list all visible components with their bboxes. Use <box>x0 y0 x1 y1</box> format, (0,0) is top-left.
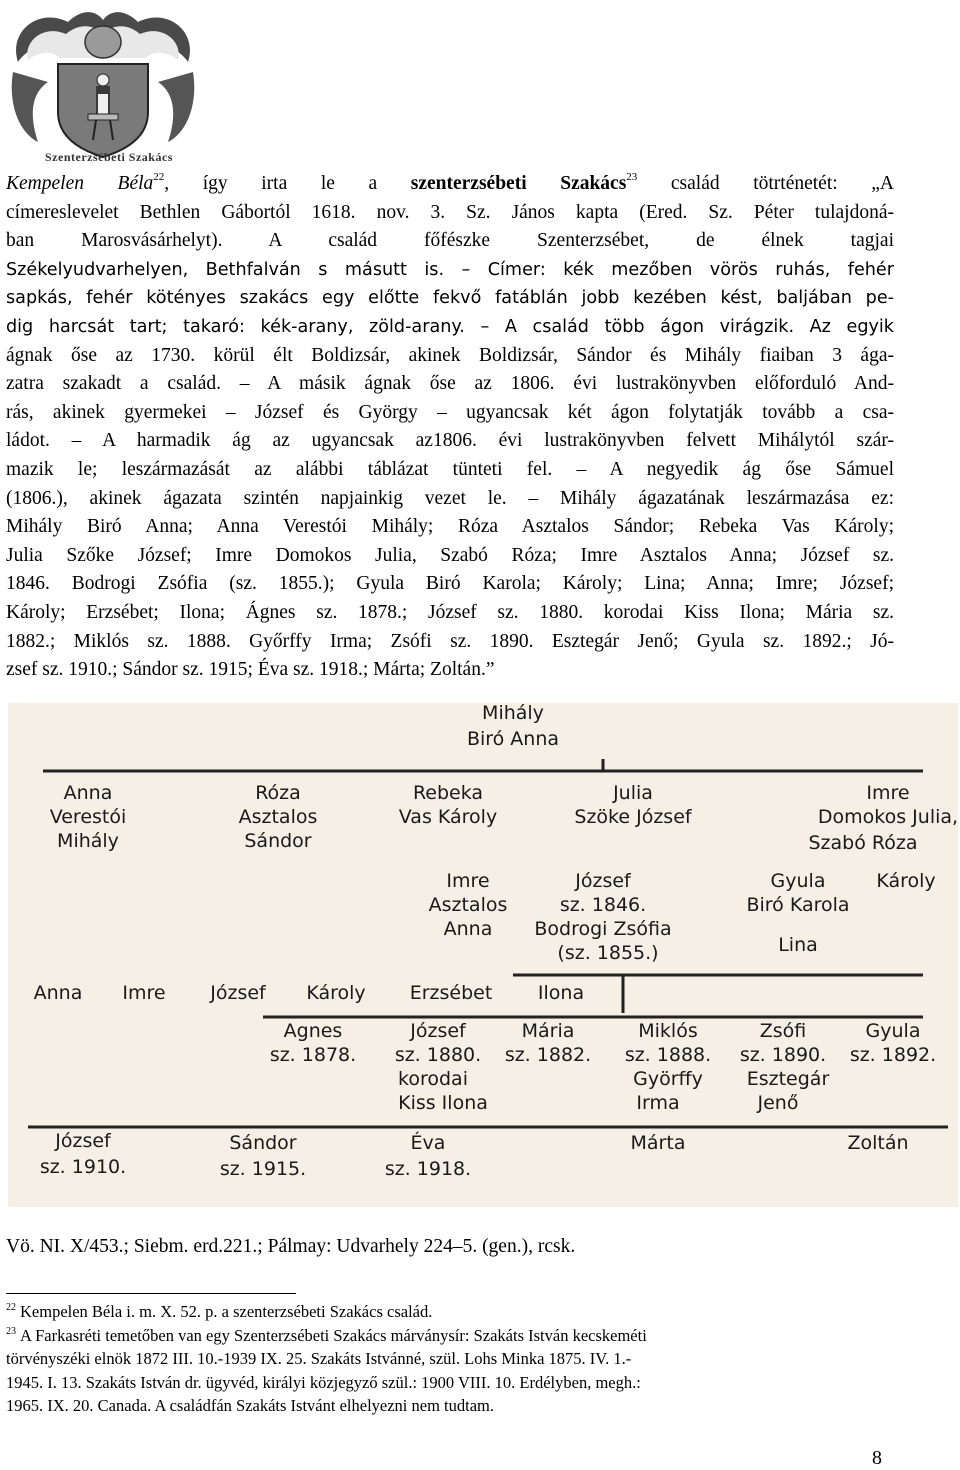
body-line: Székelyudvarhelyen, Bethfalván s másutt is. – Címer: kék mezőben vörös ruhás, fehér <box>6 259 894 280</box>
tree-label: sz. 1892. <box>849 1044 937 1066</box>
tree-label: Szabó Róza <box>808 832 918 854</box>
tree-label: Gyula <box>770 870 826 892</box>
tree-label: Erzsébet <box>409 982 493 1004</box>
tree-label: Esztegár <box>746 1068 830 1090</box>
body-line: zatra szakadt a család. – A másik ágnak őse az 1806. évi lustrakönyvben előforduló And- <box>6 373 894 395</box>
footnote-rule <box>6 1293 296 1294</box>
tree-label: sz. 1878. <box>269 1044 357 1066</box>
body-line: mazik le; leszármazását az alábbi táblázat tünteti fel. – A negyedik ág őse Sámuel <box>6 458 894 480</box>
author-name: Kempelen Béla <box>6 173 154 194</box>
tree-label: Lina <box>778 934 818 956</box>
footnote-ref: 22 <box>153 171 165 183</box>
tree-label: József <box>575 870 631 892</box>
tree-label: Mihály <box>57 830 119 852</box>
footnote <box>6 1324 894 1348</box>
body-line: 1846. Bodrogi Zsófia (sz. 1855.); Gyula Biró Karola; Károly; Lina; Anna; Imre; József; <box>6 573 894 595</box>
tree-label: korodai <box>398 1068 468 1090</box>
tree-label: Ilona <box>537 982 585 1004</box>
tree-label: Irma <box>636 1092 680 1114</box>
tree-label: sz. 1890. <box>739 1044 827 1066</box>
references: Vö. NI. X/453.; Siebm. erd.221.; Pálmay: Udvarhely 224–5. (gen.), rcsk. <box>6 1236 576 1257</box>
body-text-span: család tötrténetét: „A <box>670 173 894 194</box>
footnotes <box>6 1300 894 1418</box>
tree-label: Márta <box>630 1132 686 1154</box>
footnote-ref: 23 <box>626 171 638 183</box>
body-line: Mihály Biró Anna; Anna Verestói Mihály; Róza Asztalos Sándor; Rebeka Vas Károly; <box>6 516 894 538</box>
tree-label: Zoltán <box>847 1132 909 1154</box>
footnote-line: törvényszéki elnök 1872 III. 10.-1939 IX. 25. Szakáts Istvánné, szül. Lohs Minka 1875. IV. 1.- <box>6 1349 632 1368</box>
tree-label: (sz. 1855.) <box>557 942 659 964</box>
tree-label: Verestói <box>49 806 127 828</box>
coat-of-arms-image <box>8 2 198 170</box>
tree-label: sz. 1888. <box>624 1044 712 1066</box>
tree-label: Miklós <box>638 1020 698 1042</box>
tree-label: Anna <box>33 982 83 1004</box>
footnote-text: Kempelen Béla i. m. X. 52. p. a szenterzsébeti Szakács család. <box>20 1302 433 1321</box>
family-tree <box>8 703 958 1207</box>
tree-label: Anna <box>443 918 493 940</box>
tree-label: sz. 1882. <box>504 1044 592 1066</box>
tree-label: Rebeka <box>412 782 484 804</box>
tree-label: Anna <box>63 782 113 804</box>
tree-label: sz. 1915. <box>219 1158 307 1180</box>
tree-label: Mihály <box>482 703 544 724</box>
body-line: Julia Szőke József; Imre Domokos Julia, Szabó Róza; Imre Asztalos Anna; József sz. <box>6 544 894 566</box>
body-line: Károly; Erzsébet; Ilona; Ágnes sz. 1878.; József sz. 1880. korodai Kiss Ilona; Mária sz. <box>6 601 894 623</box>
tree-label: Asztalos <box>238 806 318 828</box>
body-line: sapkás, fehér kötényes szakács egy előtte fekvő fatáblán jobb kezében kést, baljában pe- <box>6 288 894 309</box>
tree-label: sz. 1846. <box>559 894 647 916</box>
tree-label: Károly <box>876 870 936 892</box>
tree-label: Zsófi <box>759 1020 807 1042</box>
tree-label: Szöke József <box>574 806 692 828</box>
tree-label: Domokos Julia, <box>817 806 958 828</box>
tree-label: Vas Károly <box>398 806 498 828</box>
page-number: 8 <box>872 1447 882 1469</box>
tree-label: Kiss Ilona <box>398 1092 488 1114</box>
tree-label: József <box>55 1130 111 1152</box>
tree-label: Sándor <box>229 1132 297 1154</box>
tree-label: Imre <box>446 870 490 892</box>
body-line: ágnak őse az 1730. körül élt Boldizsár, akinek Boldizsár, Sándor és Mihály fiaiban 3 ága- <box>6 344 894 366</box>
tree-label: Julia <box>613 782 653 804</box>
tree-label: Biró Anna <box>466 728 560 750</box>
coat-of-arms-caption: Szenterzsébeti Szakács <box>45 150 173 164</box>
tree-label: József <box>410 1020 466 1042</box>
tree-label: Sándor <box>244 830 312 852</box>
tree-label: Agnes <box>283 1020 343 1042</box>
body-line <box>6 170 894 199</box>
tree-label: József <box>210 982 266 1004</box>
footnote <box>6 1300 894 1324</box>
body-line: címereslevelet Bethlen Gábortól 1618. nov. 3. Sz. János kapta (Ered. Sz. Péter tulajdoná- <box>6 201 894 223</box>
tree-label: Györffy <box>633 1068 703 1090</box>
tree-label: sz. 1880. <box>394 1044 482 1066</box>
footnote-line: 1965. IX. 20. Canada. A családfán Szakáts Istvánt elhelyezni nem tudtam. <box>6 1396 494 1415</box>
tree-label: Jenő <box>757 1092 799 1114</box>
tree-label: Imre <box>866 782 910 804</box>
body-line: (1806.), akinek ágazata szintén napjainkig vezet le. – Mihály ágazatának leszármazása ez: <box>6 487 894 509</box>
tree-label: Biró Karola <box>746 894 850 916</box>
body-line: ban Marosvásárhelyt). A család főfészke Szenterzsébet, de élnek tagjai <box>6 230 894 252</box>
tree-label: Mária <box>521 1020 575 1042</box>
tree-label: Gyula <box>865 1020 921 1042</box>
body-text-span: , így irta le a <box>164 173 378 194</box>
tree-label: sz. 1910. <box>39 1156 127 1178</box>
body-line: zsef sz. 1910.; Sándor sz. 1915; Éva sz. 1918.; Márta; Zoltán.” <box>6 659 495 681</box>
footnote-text: A Farkasréti temetőben van egy Szenterzsébeti Szakács márványsír: Szakáts István kecskeméti <box>20 1325 647 1345</box>
tree-label: Róza <box>255 782 301 804</box>
footnote-line: 1945. I. 13. Szakáts István dr. ügyvéd, királyi közjegyző szül.: 1900 VIII. 10. Erdélyben, megh.: <box>6 1372 641 1392</box>
tree-label: sz. 1918. <box>384 1158 472 1180</box>
body-text <box>6 170 894 685</box>
tree-label: Károly <box>306 982 366 1004</box>
body-line: rás, akinek gyermekei – József és György – ugyancsak két ágon folytatják tovább a csa- <box>6 401 894 423</box>
body-line: ládot. – A harmadik ág az ugyancsak az1806. évi lustrakönyvben felvett Mihálytól szár- <box>6 430 894 452</box>
footnote-number: 22 <box>6 1302 16 1313</box>
body-line: dig harcsát tart; takaró: kék-arany, zöld-arany. – A család több ágon virágzik. Az egyik <box>6 316 894 337</box>
tree-label: Éva <box>410 1132 446 1154</box>
tree-label: Asztalos <box>428 894 508 916</box>
tree-label: Imre <box>122 982 166 1004</box>
tree-label: Bodrogi Zsófia <box>534 918 672 940</box>
body-line: 1882.; Miklós sz. 1888. Győrffy Irma; Zsófi sz. 1890. Esztegár Jenő; Gyula sz. 1892.; Jó- <box>6 630 894 652</box>
footnote-number: 23 <box>6 1325 16 1337</box>
family-name: szenterzsébeti Szakács <box>410 173 627 194</box>
